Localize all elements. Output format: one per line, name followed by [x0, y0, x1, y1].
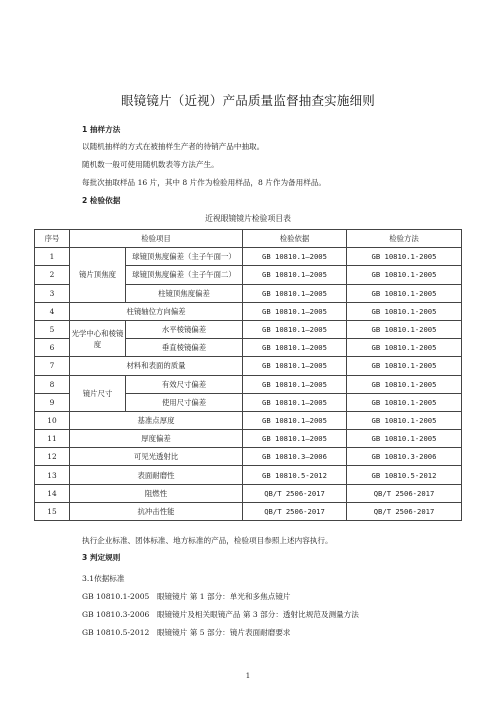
row-basis: QB/T 2506-2017 — [243, 502, 347, 520]
row-no: 9 — [35, 393, 70, 411]
row-no: 4 — [35, 302, 70, 320]
row-item: 柱镜轴位方向偏差 — [70, 302, 243, 320]
row-no: 12 — [35, 448, 70, 466]
page-number: 1 — [245, 672, 251, 680]
row-basis: GB 10810.3—2006 — [243, 448, 347, 466]
row-method: GB 10810.1-2005 — [347, 393, 462, 411]
document-title: 眼镜镜片（近视）产品质量监督抽查实施细则 — [120, 93, 375, 108]
row-no: 6 — [35, 339, 70, 357]
row-method: GB 10810.1-2005 — [347, 302, 462, 320]
row-method: GB 10810.1-2005 — [347, 266, 462, 284]
row-item: 有效尺寸偏差 — [126, 375, 243, 393]
row-item: 阻燃性 — [70, 484, 243, 502]
row-no: 8 — [35, 375, 70, 393]
row-item: 球镜顶焦度偏差（主子午面一） — [126, 248, 243, 266]
table-row — [35, 375, 462, 393]
after-table-note: 执行企业标准、团体标准、地方标准的产品，检验项目参照上述内容执行。 — [82, 536, 333, 545]
subsection-heading: 3.1依据标准 — [82, 574, 125, 583]
standard-line: GB 10810.1-2005 眼镜镜片 第 1 部分：单光和多焦点镜片 — [82, 592, 291, 601]
row-no: 11 — [35, 430, 70, 448]
row-basis: GB 10810.1—2005 — [243, 302, 347, 320]
row-method: QB/T 2506-2017 — [347, 484, 462, 502]
standard-line: GB 10810.3-2006 眼镜镜片及相关眼镜产品 第 3 部分：透射比规范及测量方法 — [82, 610, 359, 619]
section-2-heading: 2 检验依据 — [82, 196, 121, 205]
row-item: 厚度偏差 — [70, 430, 243, 448]
row-method: GB 10810.1-2005 — [347, 375, 462, 393]
row-item: 材料和表面的质量 — [70, 357, 243, 375]
row-method: GB 10810.1-2005 — [347, 411, 462, 429]
table-row — [35, 466, 462, 484]
header-method: 检验方法 — [347, 230, 462, 248]
row-item: 基准点厚度 — [70, 411, 243, 429]
row-basis: GB 10810.1—2005 — [243, 357, 347, 375]
row-no: 13 — [35, 466, 70, 484]
row-basis: GB 10810.1—2005 — [243, 320, 347, 338]
row-no: 5 — [35, 320, 70, 338]
row-method: GB 10810.1-2005 — [347, 357, 462, 375]
row-method: GB 10810.1-2005 — [347, 320, 462, 338]
row-basis: GB 10810.1—2005 — [243, 430, 347, 448]
row-method: GB 10810.1-2005 — [347, 248, 462, 266]
row-method: GB 10810.1-2005 — [347, 339, 462, 357]
row-basis: GB 10810.1—2005 — [243, 339, 347, 357]
row-method: GB 10810.3-2006 — [347, 448, 462, 466]
row-no: 10 — [35, 411, 70, 429]
row-no: 1 — [35, 248, 70, 266]
row-item: 水平棱镜偏差 — [126, 320, 243, 338]
inspection-items-table — [34, 229, 462, 521]
row-item: 垂直棱镜偏差 — [126, 339, 243, 357]
row-method: QB/T 2506-2017 — [347, 502, 462, 520]
row-method: GB 10810.1-2005 — [347, 430, 462, 448]
row-basis: GB 10810.1—2005 — [243, 375, 347, 393]
table-row — [35, 302, 462, 320]
section-1-heading: 1 抽样方法 — [82, 125, 121, 134]
row-basis: GB 10810.1—2005 — [243, 393, 347, 411]
row-basis: GB 10810.1—2005 — [243, 284, 347, 302]
table-row — [35, 248, 462, 266]
table-row — [35, 357, 462, 375]
row-item: 抗冲击性能 — [70, 502, 243, 520]
group-label: 光学中心和棱镜度 — [70, 320, 126, 356]
table-caption: 近视眼镜镜片检验项目表 — [205, 214, 291, 223]
section-1-line: 随机数一般可使用随机数表等方法产生。 — [82, 160, 219, 169]
section-3-heading: 3 判定规则 — [82, 553, 121, 562]
row-item: 表面耐磨性 — [70, 466, 243, 484]
row-basis: GB 10810.5-2012 — [243, 466, 347, 484]
row-no: 3 — [35, 284, 70, 302]
table-row — [35, 411, 462, 429]
table-row — [35, 502, 462, 520]
row-item: 可见光透射比 — [70, 448, 243, 466]
row-method: GB 10810.5-2012 — [347, 466, 462, 484]
row-item: 柱镜顶焦度偏差 — [126, 284, 243, 302]
row-item: 使用尺寸偏差 — [126, 393, 243, 411]
header-basis: 检验依据 — [243, 230, 347, 248]
row-basis: GB 10810.1—2005 — [243, 266, 347, 284]
group-label: 镜片顶焦度 — [70, 248, 126, 303]
header-item: 检验项目 — [70, 230, 243, 248]
row-no: 2 — [35, 266, 70, 284]
row-basis: GB 10810.1—2005 — [243, 411, 347, 429]
table-row — [35, 484, 462, 502]
row-method: GB 10810.1-2005 — [347, 284, 462, 302]
section-1-line: 以随机抽样的方式在被抽样生产者的待销产品中抽取。 — [82, 142, 265, 151]
row-item: 球镜顶焦度偏差（主子午面二） — [126, 266, 243, 284]
table-row — [35, 430, 462, 448]
table-row — [35, 448, 462, 466]
row-no: 7 — [35, 357, 70, 375]
section-1-line: 每批次抽取样品 16 片，其中 8 片作为检验用样品，8 片作为备用样品。 — [82, 178, 327, 187]
group-label: 镜片尺寸 — [70, 375, 126, 411]
row-no: 14 — [35, 484, 70, 502]
row-no: 15 — [35, 502, 70, 520]
standard-line: GB 10810.5-2012 眼镜镜片 第 5 部分：镜片表面耐磨要求 — [82, 628, 291, 637]
table-header-row — [35, 230, 462, 248]
header-no: 序号 — [35, 230, 70, 248]
row-basis: GB 10810.1—2005 — [243, 248, 347, 266]
table-row — [35, 320, 462, 338]
row-basis: QB/T 2506-2017 — [243, 484, 347, 502]
